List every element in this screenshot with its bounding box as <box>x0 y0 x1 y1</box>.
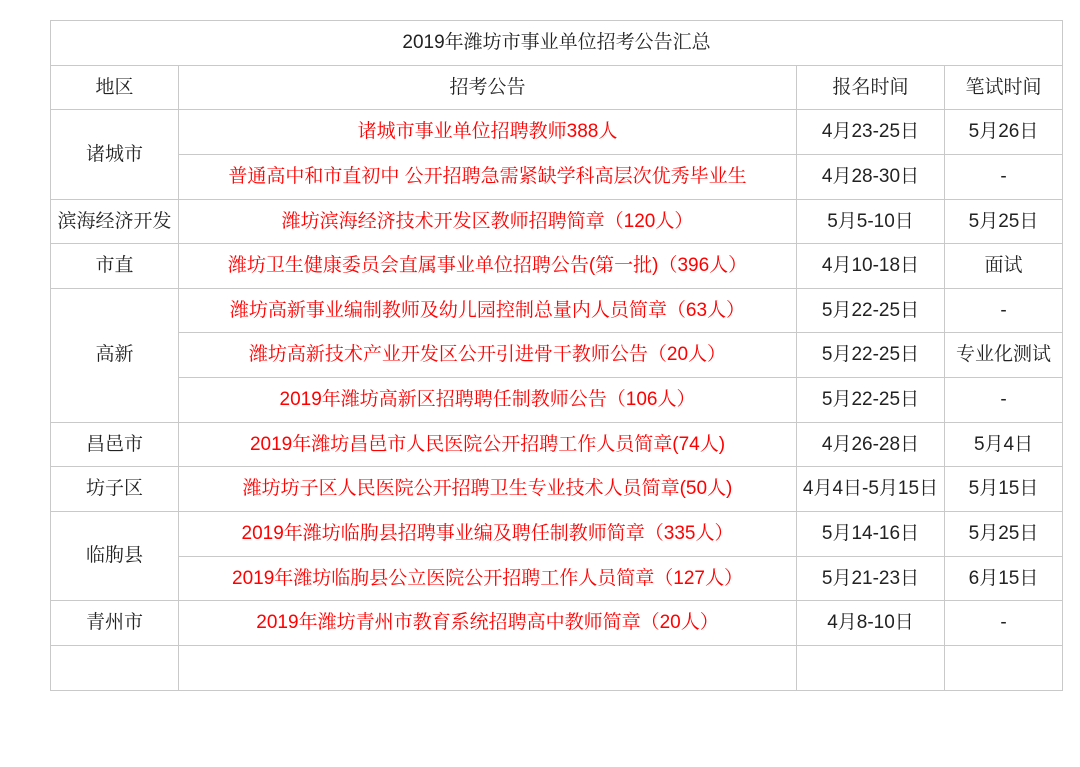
exam-time-cell: 面试 <box>945 244 1063 289</box>
notice-cell[interactable] <box>179 512 797 557</box>
table-row <box>51 154 1063 199</box>
notice-link[interactable]: 潍坊高新技术产业开发区公开引进骨干教师公告（20人） <box>248 344 727 366</box>
table-row <box>51 378 1063 423</box>
exam-time-cell: 5月25日 <box>945 512 1063 557</box>
notice-link[interactable]: 潍坊坊子区人民医院公开招聘卫生专业技术人员简章(50人) <box>242 478 733 500</box>
region-cell <box>51 645 179 690</box>
signup-time-cell: 5月22-25日 <box>797 333 945 378</box>
region-cell: 滨海经济开发 <box>51 199 179 244</box>
exam-time-cell: - <box>945 288 1063 333</box>
table-row <box>51 288 1063 333</box>
notice-link[interactable]: 潍坊高新事业编制教师及幼儿园控制总量内人员简章（63人） <box>229 299 746 321</box>
signup-time-cell: 4月4日-5月15日 <box>797 467 945 512</box>
table-row <box>51 110 1063 155</box>
exam-time-cell: 5月15日 <box>945 467 1063 512</box>
signup-time-cell <box>797 645 945 690</box>
notice-cell[interactable] <box>179 378 797 423</box>
table-body <box>51 21 1063 691</box>
signup-time-cell: 5月5-10日 <box>797 199 945 244</box>
notice-link[interactable]: 诸城市事业单位招聘教师388人 <box>357 121 618 143</box>
signup-time-cell: 4月28-30日 <box>797 154 945 199</box>
exam-time-cell: - <box>945 601 1063 646</box>
table-row <box>51 556 1063 601</box>
notice-link[interactable]: 潍坊卫生健康委员会直属事业单位招聘公告(第一批)（396人） <box>227 255 748 277</box>
signup-time-cell: 4月23-25日 <box>797 110 945 155</box>
exam-time-cell <box>945 645 1063 690</box>
exam-time-cell: 专业化测试 <box>945 333 1063 378</box>
table-row <box>51 244 1063 289</box>
region-cell: 诸城市 <box>51 110 179 199</box>
table-title: 2019年潍坊市事业单位招考公告汇总 <box>51 21 1063 66</box>
exam-time-cell: 5月26日 <box>945 110 1063 155</box>
region-cell: 临朐县 <box>51 512 179 601</box>
notice-cell[interactable] <box>179 467 797 512</box>
notice-link[interactable]: 2019年潍坊临朐县招聘事业编及聘任制教师简章（335人） <box>241 523 734 545</box>
region-cell: 高新 <box>51 288 179 422</box>
region-cell: 青州市 <box>51 601 179 646</box>
exam-time-cell: 6月15日 <box>945 556 1063 601</box>
table-row-partial <box>51 645 1063 690</box>
notice-link[interactable]: 2019年潍坊昌邑市人民医院公开招聘工作人员简章(74人) <box>249 433 726 455</box>
notice-link[interactable]: 2019年潍坊高新区招聘聘任制教师公告（106人） <box>279 389 696 411</box>
announcement-table <box>50 20 1063 691</box>
notice-cell[interactable] <box>179 154 797 199</box>
table-row <box>51 422 1063 467</box>
exam-time-cell: 5月25日 <box>945 199 1063 244</box>
column-header-exam-time: 笔试时间 <box>945 65 1063 110</box>
notice-link[interactable]: 2019年潍坊青州市教育系统招聘高中教师简章（20人） <box>256 612 719 634</box>
notice-link[interactable]: 普通高中和市直初中 公开招聘急需紧缺学科高层次优秀毕业生 <box>228 165 747 187</box>
signup-time-cell: 5月22-25日 <box>797 288 945 333</box>
notice-cell[interactable] <box>179 244 797 289</box>
exam-time-cell: - <box>945 378 1063 423</box>
notice-cell[interactable] <box>179 110 797 155</box>
exam-time-cell: 5月4日 <box>945 422 1063 467</box>
table-row <box>51 467 1063 512</box>
table-row <box>51 601 1063 646</box>
signup-time-cell: 4月8-10日 <box>797 601 945 646</box>
notice-cell[interactable] <box>179 556 797 601</box>
signup-time-cell: 4月10-18日 <box>797 244 945 289</box>
region-cell: 市直 <box>51 244 179 289</box>
table-row <box>51 333 1063 378</box>
notice-cell[interactable] <box>179 199 797 244</box>
signup-time-cell: 5月22-25日 <box>797 378 945 423</box>
column-header-region: 地区 <box>51 65 179 110</box>
region-cell: 坊子区 <box>51 467 179 512</box>
notice-cell[interactable] <box>179 601 797 646</box>
notice-cell[interactable] <box>179 645 797 690</box>
signup-time-cell: 5月14-16日 <box>797 512 945 557</box>
table-title-row <box>51 21 1063 66</box>
notice-cell[interactable] <box>179 333 797 378</box>
table-row <box>51 512 1063 557</box>
region-cell: 昌邑市 <box>51 422 179 467</box>
notice-link[interactable]: 潍坊滨海经济技术开发区教师招聘简章（120人） <box>281 210 694 232</box>
notice-cell[interactable] <box>179 422 797 467</box>
column-header-signup-time: 报名时间 <box>797 65 945 110</box>
signup-time-cell: 5月21-23日 <box>797 556 945 601</box>
table-header-row <box>51 65 1063 110</box>
table-row <box>51 199 1063 244</box>
notice-link[interactable]: 2019年潍坊临朐县公立医院公开招聘工作人员简章（127人） <box>232 567 743 589</box>
exam-time-cell: - <box>945 154 1063 199</box>
column-header-notice: 招考公告 <box>179 65 797 110</box>
signup-time-cell: 4月26-28日 <box>797 422 945 467</box>
notice-cell[interactable] <box>179 288 797 333</box>
